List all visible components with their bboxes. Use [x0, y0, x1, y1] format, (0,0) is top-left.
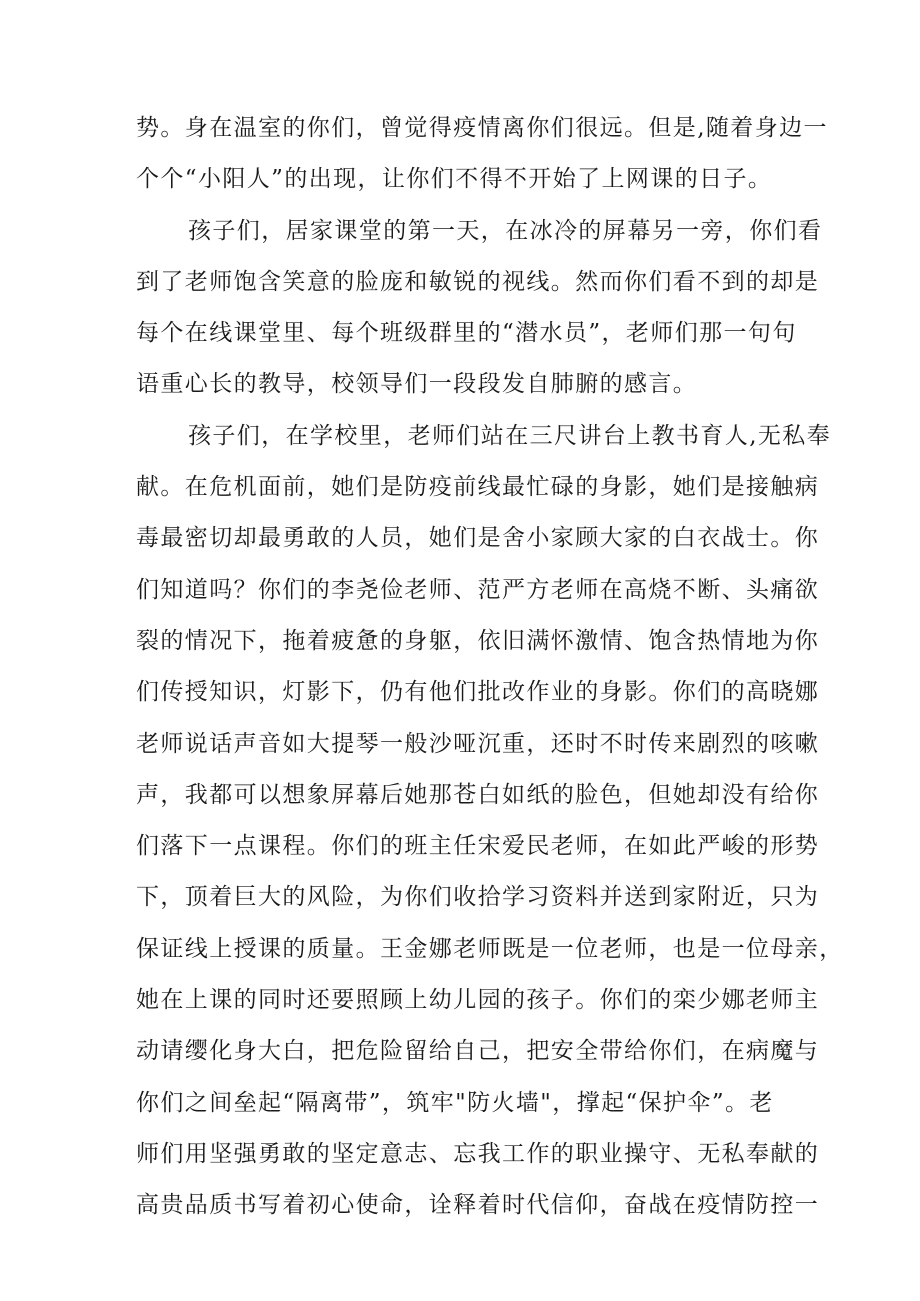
text-line: 势。身在温室的你们，曾觉得疫情离你们很远。但是,随着身边一: [136, 115, 828, 141]
text-line: 毒最密切却最勇敢的人员，她们是舍小家顾大家的白衣战士。你: [136, 525, 820, 552]
text-line: 语重心长的教导，校领导们一段段发自肺腑的感言。: [136, 371, 698, 398]
text-line: 你们之间垒起“隔离带”，筑牢"防火墙"，撑起“保护伞”。老: [136, 1089, 774, 1116]
text-line: 们传授知识，灯影下，仍有他们批改作业的身影。你们的高晓娜: [136, 679, 820, 706]
paragraph-start-line: 孩子们，在学校里，老师们站在三尺讲台上教书育人,无私奉: [188, 422, 832, 449]
text-line: 献。在危机面前，她们是防疫前线最忙碌的身影，她们是接触病: [136, 474, 820, 501]
text-line: 裂的情况下，拖着疲惫的身躯，依旧满怀激情、饱含热情地为你: [136, 627, 820, 654]
text-line: 声，我都可以想象屏幕后她那苍白如纸的脸色，但她却没有给你: [136, 781, 820, 808]
paragraph-start-line: 孩子们，居家课堂的第一天，在冰冷的屏幕另一旁，你们看: [188, 217, 823, 244]
text-line: 们知道吗？你们的李尧俭老师、范严方老师在高烧不断、头痛欲: [136, 576, 820, 603]
text-line: 老师说话声音如大提琴一般沙哑沉重，还时不时传来剧烈的咳嗽: [136, 730, 820, 757]
text-line: 下，顶着巨大的风险，为你们收拾学习资料并送到家附近，只为: [136, 884, 820, 911]
text-line: 到了老师饱含笑意的脸庞和敏锐的视线。然而你们看不到的却是: [136, 268, 820, 295]
body-text: [136, 103, 844, 1232]
text-line: 每个在线课堂里、每个班级群里的“潜水员”，老师们那一句句: [136, 320, 797, 347]
text-line: 保证线上授课的质量。王金娜老师既是一位老师，也是一位母亲，: [136, 935, 844, 962]
text-line: 她在上课的同时还要照顾上幼儿园的孩子。你们的栾少娜老师主: [136, 987, 820, 1014]
text-line: 高贵品质书写着初心使命，诠释着时代信仰，奋战在疫情防控一: [136, 1192, 820, 1219]
text-line: 个个“小阳人”的出现，让你们不得不开始了上网课的日子。: [136, 166, 773, 193]
text-line: 师们用坚强勇敢的坚定意志、忘我工作的职业操守、无私奉献的: [136, 1140, 820, 1167]
text-line: 们落下一点课程。你们的班主任宋爱民老师，在如此严峻的形势: [136, 833, 820, 860]
text-line: 动请缨化身大白，把危险留给自己，把安全带给你们，在病魔与: [136, 1038, 820, 1065]
